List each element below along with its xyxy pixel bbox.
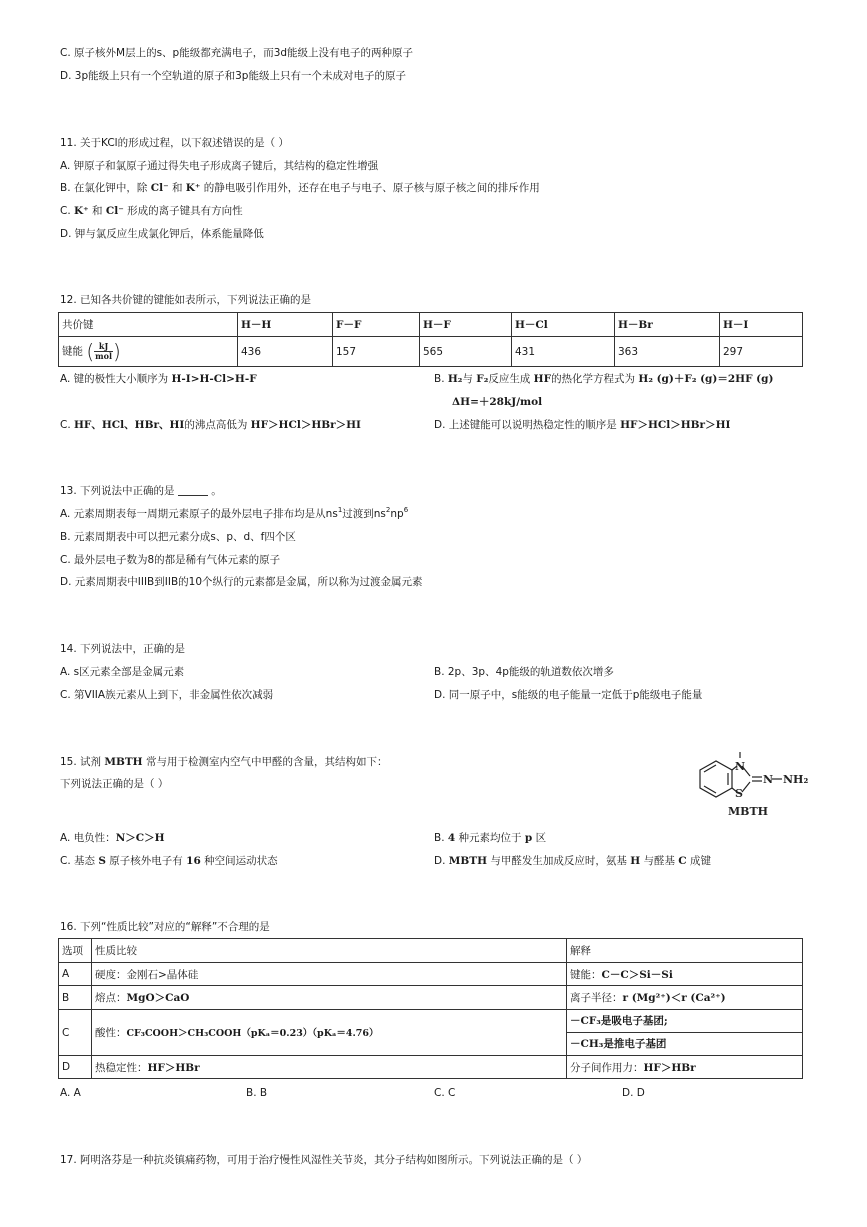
cell-text: 键能： <box>570 968 602 981</box>
table-header-cell: 解释 <box>567 939 803 963</box>
q15-b-mid: 种元素均位于 <box>455 832 525 844</box>
q11-c-ion2: Cl⁻ <box>105 205 124 217</box>
cell-math: CF₃COOH＞CH₃COOH（pKₐ＝0.23）（pKₐ＝4.76） <box>126 1028 379 1039</box>
q15-d-post: 成键 <box>686 855 711 867</box>
q16-option-c: C. C <box>434 1087 456 1099</box>
table-row <box>59 1010 803 1056</box>
q13-a-sup2: 2 <box>385 506 391 514</box>
q15-c-math2: 16 <box>186 855 201 867</box>
q11-option-a: A. 钾原子和氯原子通过得失电子形成离子键后，其结构的稳定性增强 <box>60 160 379 172</box>
q12-b-m4: H₂ (g)＋F₂ (g)＝2HF (g) <box>638 373 774 385</box>
cell-math: HF＞HBr <box>147 1061 200 1074</box>
q14-option-a: A. s区元素全部是金属元素 <box>60 666 185 678</box>
q14-stem: 14. 下列说法中，正确的是 <box>60 643 186 655</box>
q15-stem-pre: 15. 试剂 <box>60 756 105 768</box>
benzene-ring <box>700 761 732 797</box>
q13-a-sup1: 1 <box>337 506 343 514</box>
q11-b-ion2: K⁺ <box>185 182 201 194</box>
q15-c-math: S <box>98 855 106 867</box>
q15-b-math: 4 <box>447 832 456 844</box>
q12-b-m2: F₂ <box>476 373 489 385</box>
table-cell: B <box>59 986 92 1010</box>
struct-n-ring: N <box>735 760 746 773</box>
table-row-label: 键能 ( $\frac{kJ}{\text{mol}}$ ) <box>59 337 238 367</box>
cell-text: 硬度：金刚石>晶体硅 <box>95 968 199 981</box>
q15-option-b <box>434 831 546 845</box>
table-header-cell: 共价键 <box>59 313 238 337</box>
cell-text: 分子间作用力： <box>570 1061 644 1074</box>
table-header-cell: H－I <box>720 313 803 337</box>
q15-d-math3: C <box>678 855 687 867</box>
q15-c-mid: 原子核外电子有 <box>105 855 187 867</box>
q15-option-a <box>60 831 165 845</box>
q11-c-ion1: K⁺ <box>74 205 89 217</box>
table-cell: 157 <box>333 337 420 367</box>
cell-text: 酸性： <box>95 1027 127 1039</box>
q15-stem-post: 常与用于检测室内空气中甲醛的含量，其结构如下： <box>142 756 388 768</box>
q12-d-math: HF＞HCl＞HBr＞HI <box>620 419 731 431</box>
q15-d-math2: H <box>630 855 641 867</box>
q12-b-t2: 反应生成 <box>488 373 534 385</box>
q12-c-mid: 的沸点高低为 <box>184 419 251 431</box>
cell-text: 热稳定性： <box>95 1061 148 1074</box>
q12-c-math: HF、HCl、HBr、HI <box>74 419 185 431</box>
q15-option-c <box>60 854 278 868</box>
struct-s-atom: S <box>735 787 743 800</box>
table-cell: 431 <box>512 337 615 367</box>
table-header-cell: H－H <box>238 313 333 337</box>
cell-math: r (Mg²⁺)＜r (Ca²⁺) <box>622 992 726 1004</box>
q12-b-t3: 的热化学方程式为 <box>551 373 639 385</box>
q15-d-mid2: 与醛基 <box>640 855 679 867</box>
struct-label: MBTH <box>728 805 769 818</box>
q15-option-d <box>434 854 711 868</box>
q13-a-sup3: 6 <box>403 506 409 514</box>
q12-c-pre: C. <box>60 419 75 431</box>
q15-b-post: 区 <box>532 832 547 844</box>
table-cell <box>567 1056 803 1079</box>
table-header-cell: F－F <box>333 313 420 337</box>
cell-math: HF＞HBr <box>643 1061 696 1074</box>
q15-stem-math: MBTH <box>104 756 143 768</box>
q15-a-math: N＞C＞H <box>115 832 165 844</box>
q15-b-math2: p <box>524 832 533 844</box>
table-header-cell: H－Br <box>615 313 720 337</box>
q11-option-c <box>60 204 243 218</box>
table-row <box>59 1056 803 1079</box>
table-header-cell: H－F <box>420 313 512 337</box>
struct-n-imine: N <box>763 773 774 786</box>
struct-nh2: NH₂ <box>783 773 809 786</box>
table-cell: A <box>59 963 92 986</box>
q16-option-b: B. B <box>246 1087 268 1099</box>
q14-option-c: C. 第VIIA族元素从上到下，非金属性依次减弱 <box>60 689 274 701</box>
q12-b-pre: B. <box>434 373 448 385</box>
q11-b-ion1: Cl⁻ <box>150 182 169 194</box>
q15-d-math: MBTH <box>448 855 487 867</box>
q15-c-pre: C. 基态 <box>60 855 99 867</box>
table-header-cell: H－Cl <box>512 313 615 337</box>
q14-option-b: B. 2p、3p、4p能级的轨道数依次增多 <box>434 666 614 678</box>
q11-b-pre: B. 在氯化钾中，除 <box>60 182 151 194</box>
q12-option-b-line1 <box>434 372 773 386</box>
table-cell <box>567 986 803 1010</box>
q13-stem <box>60 484 222 498</box>
table-cell: D <box>59 1056 92 1079</box>
q15-d-mid: 与甲醛发生加成反应时，氨基 <box>487 855 631 867</box>
table-header-cell: 性质比较 <box>92 939 567 963</box>
unit-fraction <box>94 342 113 361</box>
cell-math: －CH₃是推电子基团 <box>570 1038 667 1050</box>
q17-stem: 17. 阿明洛芬是一种抗炎镇痛药物，可用于治疗慢性风湿性关节炎，其分子结构如图所示。下列说法正确的是（ ） <box>60 1154 588 1166</box>
q12-b-m3: HF <box>533 373 552 385</box>
row-label-text: 键能 <box>62 345 83 358</box>
cell-math: C－C＞Si－Si <box>601 968 673 981</box>
q10-option-d: D. 3p能级上只有一个空轨道的原子和3p能级上只有一个未成对电子的原子 <box>60 70 406 82</box>
mbth-structure-diagram <box>680 752 820 824</box>
q13-stem-end: 。 <box>211 485 222 497</box>
q10-option-c: C. 原子核外M层上的s、p能级都充满电子，而3d能级上没有电子的两种原子 <box>60 47 414 59</box>
q11-stem: 11. 关于KCl的形成过程，以下叙述错误的是（ ） <box>60 137 289 149</box>
table-cell <box>92 963 567 986</box>
q16-option-a: A. A <box>60 1087 81 1099</box>
q13-a-mid: 过渡到ns <box>342 508 386 520</box>
q13-option-d: D. 元素周期表中IIIB到IIB的10个纵行的元素都是金属，所以称为过渡金属元素 <box>60 576 423 588</box>
q12-a-math: H-I>H-Cl>H-F <box>171 373 257 385</box>
q12-option-b-line2: ΔH=＋28kJ/mol <box>452 396 543 408</box>
cell-text: 离子半径： <box>570 992 623 1004</box>
unit-denominator: mol <box>95 351 112 361</box>
q12-stem: 12. 已知各共价键的键能如表所示，下列说法正确的是 <box>60 294 312 306</box>
q11-option-d: D. 钾与氯反应生成氯化钾后，体系能量降低 <box>60 228 264 240</box>
q13-stem-text: 13. 下列说法中正确的是 <box>60 485 175 497</box>
table-row <box>59 963 803 986</box>
cell-text: 熔点： <box>95 992 127 1004</box>
q16-option-d: D. D <box>622 1087 645 1099</box>
q12-option-c <box>60 418 361 432</box>
table-cell: 297 <box>720 337 803 367</box>
q12-option-d <box>434 418 730 432</box>
q12-b-m1: H₂ <box>447 373 463 385</box>
table-cell: C <box>59 1010 92 1056</box>
table-cell: 363 <box>615 337 720 367</box>
table-cell <box>567 963 803 986</box>
unit-numerator: kJ <box>94 342 113 352</box>
table-cell <box>92 986 567 1010</box>
q13-a-np: np <box>390 508 404 520</box>
q14-option-d: D. 同一原子中，s能级的电子能量一定低于p能级电子能量 <box>434 689 703 701</box>
q15-c-post: 种空间运动状态 <box>200 855 278 867</box>
q15-stem <box>60 755 387 769</box>
q13-option-c: C. 最外层电子数为8的都是稀有气体元素的原子 <box>60 554 281 566</box>
q15-stem2: 下列说法正确的是（ ） <box>60 778 169 790</box>
table-cell: 565 <box>420 337 512 367</box>
q15-b-pre: B. <box>434 832 448 844</box>
q11-c-pre: C. <box>60 205 75 217</box>
q15-a-pre: A. 电负性： <box>60 832 116 844</box>
cell-math: MgO＞CaO <box>126 992 190 1004</box>
q11-option-b <box>60 181 540 195</box>
q11-c-mid: 和 <box>88 205 106 217</box>
table-header-cell: 选项 <box>59 939 92 963</box>
q11-b-post: 的静电吸引作用外，还存在电子与电子、原子核与原子核之间的排斥作用 <box>200 182 540 194</box>
answer-blank <box>178 485 208 496</box>
q13-a-text: A. 元素周期表每一周期元素原子的最外层电子排布均是从ns <box>60 508 338 520</box>
q12-b-t1: 与 <box>462 373 477 385</box>
table-cell: 436 <box>238 337 333 367</box>
table-row <box>59 986 803 1010</box>
q12-option-a <box>60 372 257 386</box>
q12-a-pre: A. 键的极性大小顺序为 <box>60 373 172 385</box>
table-cell <box>92 1056 567 1079</box>
q13-option-b: B. 元素周期表中可以把元素分成s、p、d、f四个区 <box>60 531 296 543</box>
table-cell <box>567 1010 803 1056</box>
table-cell <box>92 1010 567 1056</box>
property-comparison-table <box>58 938 803 1079</box>
q12-d-pre: D. 上述键能可以说明热稳定性的顺序是 <box>434 419 621 431</box>
q13-option-a <box>60 507 408 521</box>
q11-b-mid: 和 <box>168 182 186 194</box>
q11-c-post: 形成的离子键具有方向性 <box>123 205 243 217</box>
bond-energy-table <box>58 312 803 367</box>
q15-d-pre: D. <box>434 855 449 867</box>
q12-c-math2: HF＞HCl＞HBr＞HI <box>250 419 361 431</box>
q16-stem: 16. 下列“性质比较”对应的“解释”不合理的是 <box>60 921 270 933</box>
cell-math: －CF₃是吸电子基团; <box>570 1015 668 1027</box>
